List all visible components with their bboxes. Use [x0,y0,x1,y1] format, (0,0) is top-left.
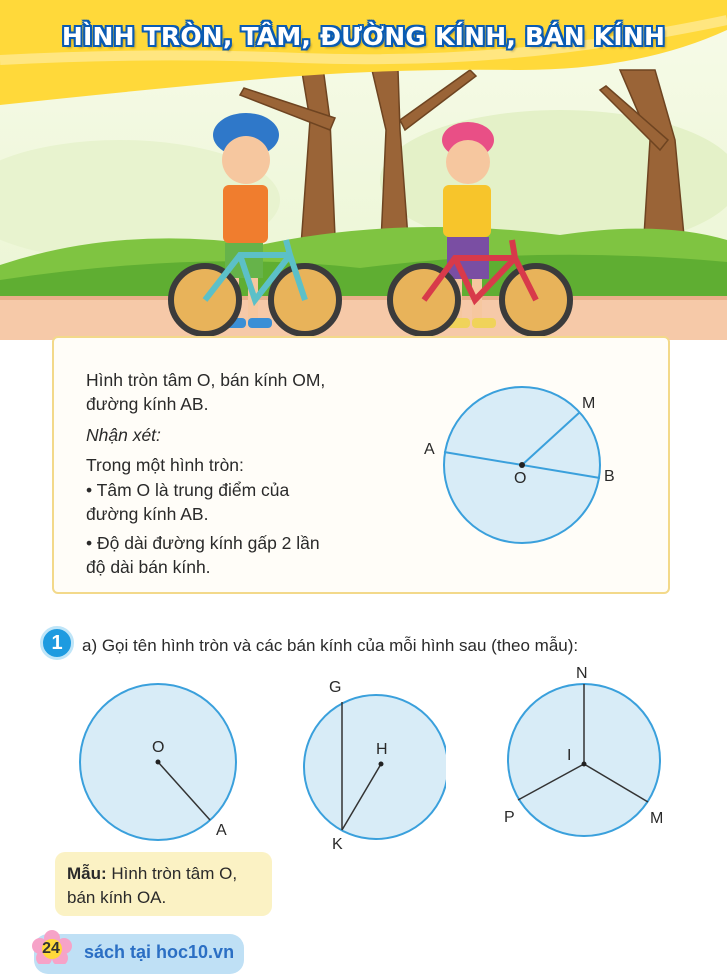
center-point [519,462,525,468]
exercise-circle-3 [496,660,676,840]
center-i-point [582,762,587,767]
label-a-ex: A [216,822,227,839]
header-illustration [0,0,727,340]
footer-watermark: sách tại hoc10.vn [84,942,235,962]
remark-intro: Trong một hình tròn: [86,455,244,475]
bullet2-line1: • Độ dài đường kính gấp 2 lần [86,533,320,553]
exercise-prompt: a) Gọi tên hình tròn và các bán kính của mỗi hình sau (theo mẫu): [82,636,579,655]
label-b: B [604,468,615,485]
label-n: N [576,665,588,682]
label-o: O [514,470,527,487]
exercise-number-badge: 1 [40,626,74,660]
main-circle-figure [420,380,620,550]
page-number: 24 [42,940,60,957]
label-m: M [582,395,596,412]
label-m-ex: M [650,810,664,827]
center-o-point [156,760,161,765]
bullet2-line2: độ dài bán kính. [86,557,211,577]
definition-line2: đường kính AB. [86,394,209,414]
remark-label: Nhận xét: [86,425,161,445]
bullet1-line2: đường kính AB. [86,504,209,524]
label-o-ex: O [152,739,165,756]
definition-line1: Hình tròn tâm O, bán kính OM, [86,370,326,390]
label-g: G [329,679,342,696]
center-h-point [379,762,384,767]
sample-label: Mẫu: [67,864,107,883]
label-a: A [424,441,435,458]
exercise-circle-2 [296,672,446,852]
label-p: P [504,809,515,826]
sample-text-line2: bán kính OA. [67,888,167,907]
circle-h [304,695,446,839]
exercise-circle-1 [70,670,250,850]
sample-text-line1: Hình tròn tâm O, [111,864,238,883]
label-i: I [567,747,572,764]
sample-line1 [67,862,237,886]
label-h: H [376,741,388,758]
label-k: K [332,836,343,852]
bullet1-line1: • Tâm O là trung điểm của [86,480,290,500]
page-title: HÌNH TRÒN, TÂM, ĐƯỜNG KÍNH, BÁN KÍNH [61,22,666,51]
